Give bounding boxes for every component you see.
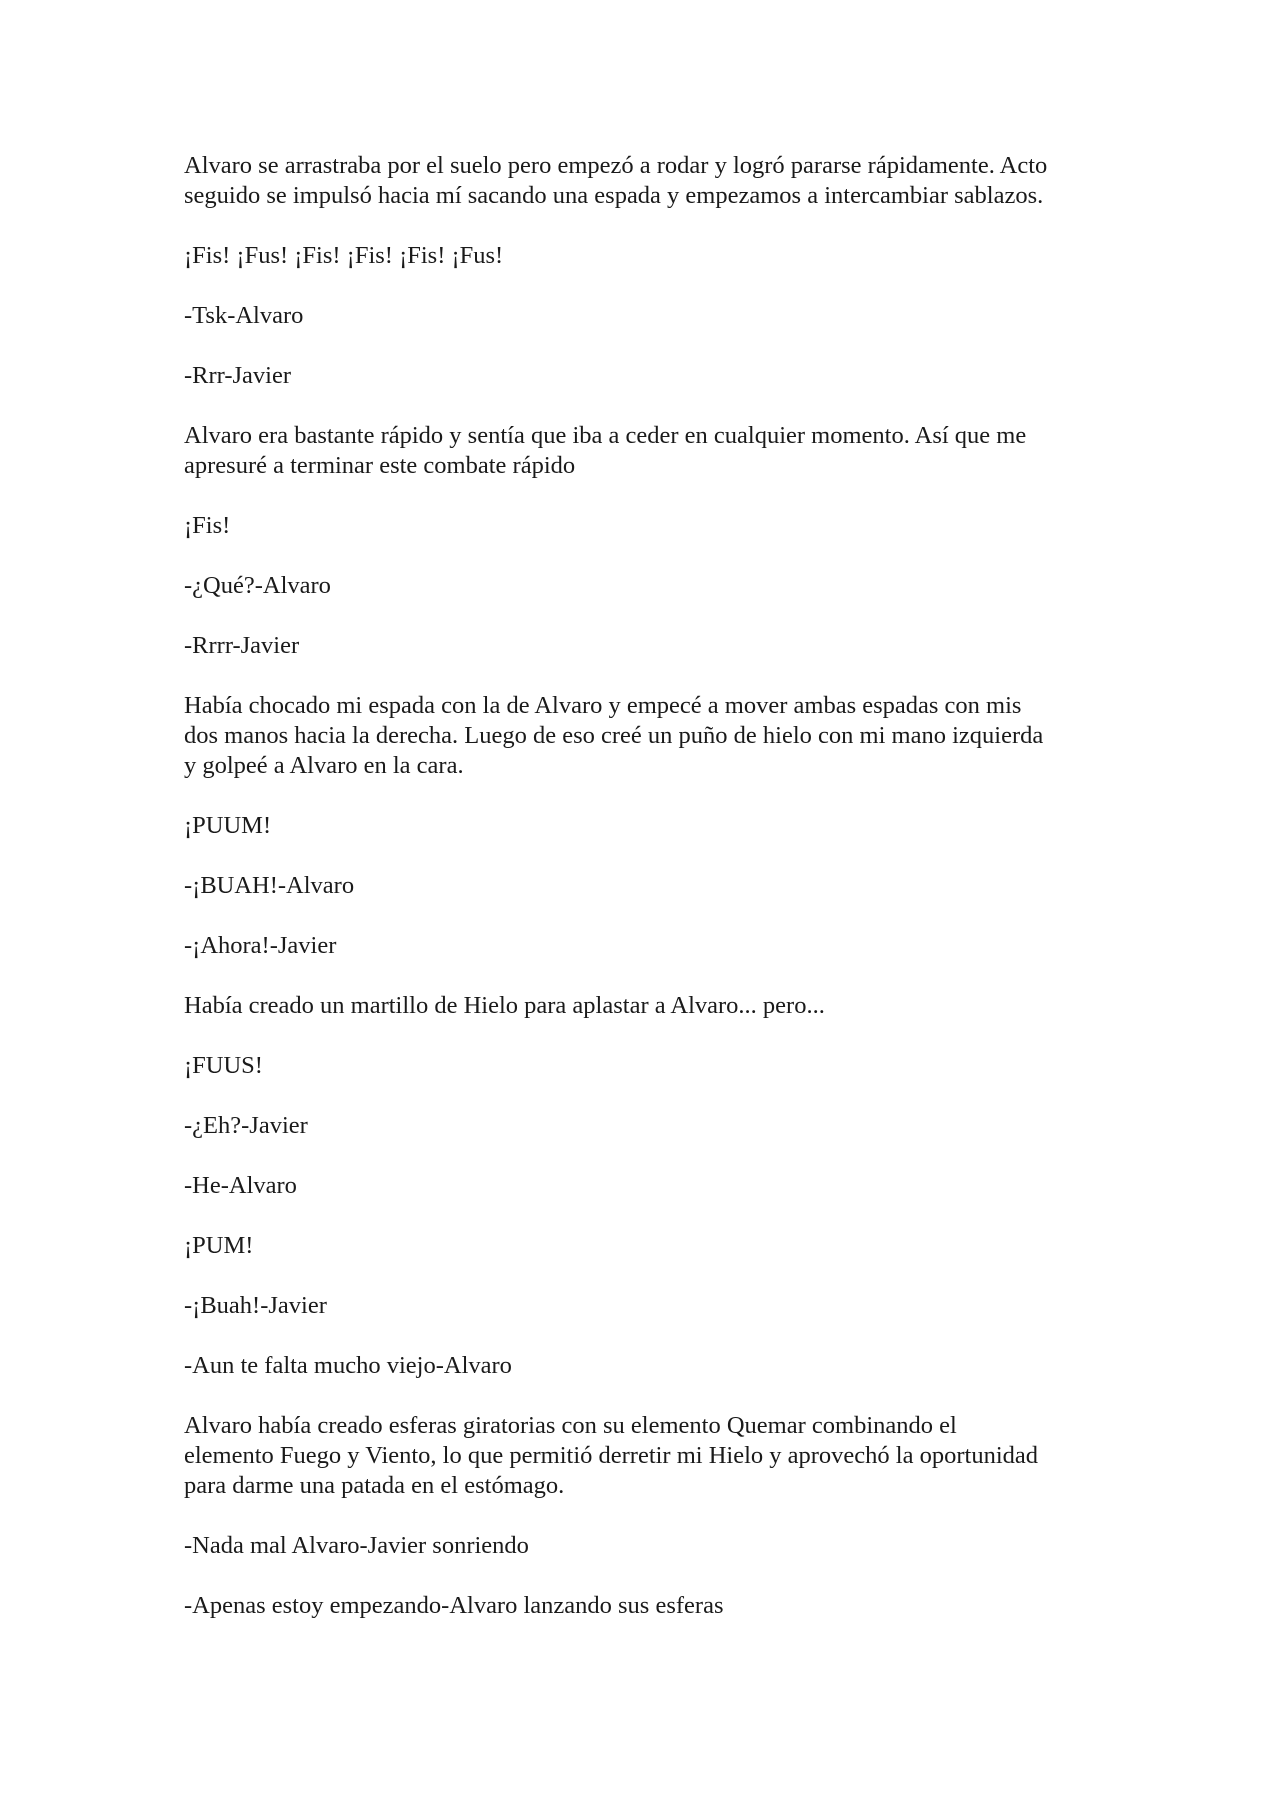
paragraph	[184, 1531, 1104, 1561]
text-line: Alvaro se arrastraba por el suelo pero empezó a rodar y logró pararse rápidamente. Acto	[184, 152, 1048, 179]
text-line: -He-Alvaro	[184, 1172, 297, 1199]
text-line: Alvaro había creado esferas giratorias con su elemento Quemar combinando el	[184, 1412, 957, 1439]
paragraph	[184, 1291, 1104, 1321]
document-body	[184, 151, 1104, 1651]
paragraph	[184, 1051, 1104, 1081]
text-line: apresuré a terminar este combate rápido	[184, 452, 576, 479]
text-line: -¡BUAH!-Alvaro	[184, 872, 355, 899]
paragraph	[184, 1111, 1104, 1141]
paragraph	[184, 241, 1104, 271]
paragraph	[184, 301, 1104, 331]
text-line: seguido se impulsó hacia mí sacando una espada y empezamos a intercambiar sablazos.	[184, 182, 1044, 209]
text-line: -Aun te falta mucho viejo-Alvaro	[184, 1352, 512, 1379]
text-line: -¡Ahora!-Javier	[184, 932, 337, 959]
paragraph	[184, 511, 1104, 541]
text-line: -Tsk-Alvaro	[184, 302, 304, 329]
text-line: ¡FUUS!	[184, 1052, 263, 1079]
text-line: Había chocado mi espada con la de Alvaro y empecé a mover ambas espadas con mis	[184, 692, 1022, 719]
paragraph	[184, 811, 1104, 841]
paragraph	[184, 871, 1104, 901]
text-line: elemento Fuego y Viento, lo que permitió derretir mi Hielo y aprovechó la oportunidad	[184, 1442, 1038, 1469]
text-line: para darme una patada en el estómago.	[184, 1472, 565, 1499]
paragraph	[184, 991, 1104, 1021]
text-line: ¡Fis! ¡Fus! ¡Fis! ¡Fis! ¡Fis! ¡Fus!	[184, 242, 504, 269]
text-line: dos manos hacia la derecha. Luego de eso creé un puño de hielo con mi mano izquierda	[184, 722, 1044, 749]
paragraph	[184, 1351, 1104, 1381]
text-line: -Nada mal Alvaro-Javier sonriendo	[184, 1532, 529, 1559]
paragraph	[184, 571, 1104, 601]
paragraph	[184, 151, 1104, 211]
text-line: -¿Eh?-Javier	[184, 1112, 308, 1139]
text-line: -Apenas estoy empezando-Alvaro lanzando sus esferas	[184, 1592, 724, 1619]
paragraph	[184, 1231, 1104, 1261]
text-line: -Rrrr-Javier	[184, 632, 300, 659]
paragraph	[184, 691, 1104, 781]
text-line: Alvaro era bastante rápido y sentía que iba a ceder en cualquier momento. Así que me	[184, 422, 1027, 449]
paragraph	[184, 631, 1104, 661]
text-line: y golpeé a Alvaro en la cara.	[184, 752, 464, 779]
text-line: Había creado un martillo de Hielo para aplastar a Alvaro... pero...	[184, 992, 825, 1019]
paragraph	[184, 1591, 1104, 1621]
paragraph	[184, 931, 1104, 961]
text-line: -¿Qué?-Alvaro	[184, 572, 331, 599]
paragraph	[184, 361, 1104, 391]
text-line: -¡Buah!-Javier	[184, 1292, 327, 1319]
text-line: ¡Fis!	[184, 512, 231, 539]
text-line: ¡PUUM!	[184, 812, 272, 839]
paragraph	[184, 1171, 1104, 1201]
text-line: -Rrr-Javier	[184, 362, 291, 389]
text-line: ¡PUM!	[184, 1232, 254, 1259]
paragraph	[184, 421, 1104, 481]
paragraph	[184, 1411, 1104, 1501]
